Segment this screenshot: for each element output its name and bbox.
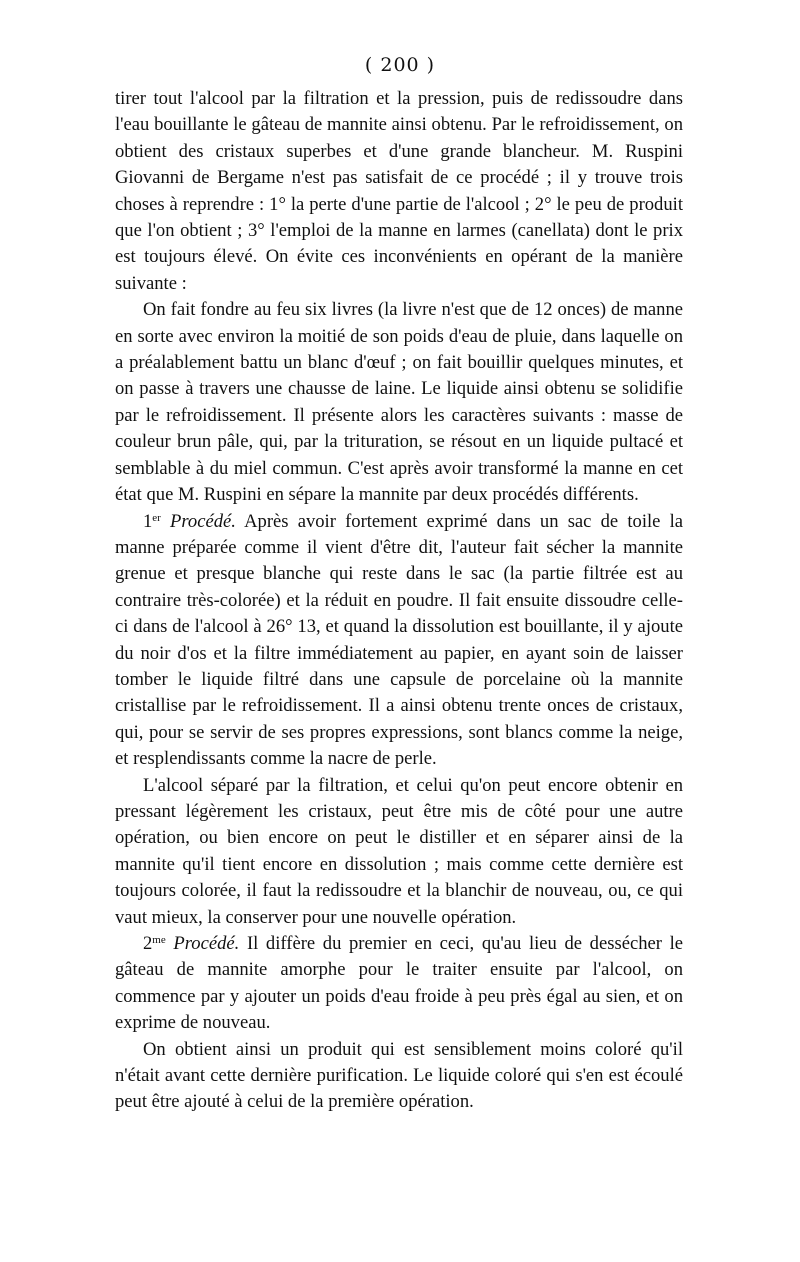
paragraph-text: Après avoir fortement exprimé dans un sac de toile la manne préparée comme il vient d'être dit, l'auteur fait sécher la mannite grenue et presque blanche qui reste dans le sac (la partie filtrée est au contraire très-colorée) et la réduit en poudre. Il fait ensuite dissoudre celle-ci dans de l'alcool à 26° 13, et quand la dissolution est bouillante, il y ajoute du noir d'os et la filtre immédiatement au papier, en ayant soin de laisser tomber le liquide filtré dans une capsule de porcelaine où la mannite cristallise par le refroidissement. Il a ainsi obtenu trente onces de cristaux, qui, pour se servir de ses propres expressions, sont blancs comme la neige, et resplendissants comme la nacre de perle. <box>115 510 684 770</box>
paragraph-result <box>115 1037 683 1116</box>
procedure-label-superscript: er <box>152 511 161 524</box>
paragraph-text: L'alcool séparé par la filtration, et celui qu'on peut encore obtenir en pressant légèrement les cristaux, peut être mis de côté pour une autre opération, ou bien encore on peut le distiller et en séparer ainsi de la mannite qu'il tient encore en dissolution ; mais comme cette dernière est toujours colorée, il faut la redissoudre et la blanchir de nouveau, ou, ce qui vaut mieux, la conserver pour une nouvelle opération. <box>115 774 683 928</box>
page-body <box>115 86 683 1116</box>
procedure-label-word: Procédé. <box>170 510 236 532</box>
paragraph-continuation <box>115 86 683 297</box>
procedure-label-number: 1 <box>143 510 153 532</box>
paragraph-text: On fait fondre au feu six livres (la livre n'est que de 12 onces) de manne en sorte avec environ la moitié de son poids d'eau de pluie, dans laquelle on a préalablement battu un blanc d'œuf ; on fait bouillir quelques minutes, et on passe à travers une chausse de laine. Le liquide ainsi obtenu se solidifie par le refroidissement. Il présente alors les caractères suivants : masse de couleur brun pâle, qui, par la trituration, se résout en un liquide pultacé et semblable à du miel commun. C'est après avoir transformé la manne en cet état que M. Ruspini en sépare la mannite par deux procédés différents. <box>115 299 683 506</box>
procedure-label-word: Procédé. <box>173 933 240 954</box>
page-number: ( 200 ) <box>364 54 436 76</box>
paragraph-text: On obtient ainsi un produit qui est sensiblement moins coloré qu'il n'était avant cette dernière purification. Le liquide coloré qui s'en est écoulé peut être ajouté à celui de la première opération. <box>115 1038 683 1113</box>
paragraph-alcohol-recovery <box>115 773 683 931</box>
procedure-label-superscript: me <box>152 934 166 946</box>
paragraph-text: tirer tout l'alcool par la filtration et la pression, puis de redissoudre dans l'eau bouillante le gâteau de mannite ainsi obtenu. Par le refroidissement, on obtient des cristaux superbes et d'une grande blancheur. M. Ruspini Giovanni de Bergame n'est pas satisfait de ce procédé ; il y trouve trois choses à reprendre : 1° la perte d'une partie de l'alcool ; 2° le peu de produit que l'on obtient ; 3° l'emploi de la manne en larmes (canellata) dont le prix est toujours élevé. On évite ces inconvénients en opérant de la manière suivante : <box>115 88 683 294</box>
paragraph-second-procedure <box>115 931 683 1037</box>
paragraph-text: Il diffère du premier en ceci, qu'au lieu de dessécher le gâteau de mannite amorphe pour le traiter ensuite par l'alcool, on commence par y ajouter un poids d'eau froide à peu près égal au sien, et on exprime de nouveau. <box>115 933 683 1034</box>
paragraph-preparation <box>115 297 683 508</box>
procedure-label-number: 2 <box>143 933 153 954</box>
paragraph-first-procedure <box>115 509 683 773</box>
